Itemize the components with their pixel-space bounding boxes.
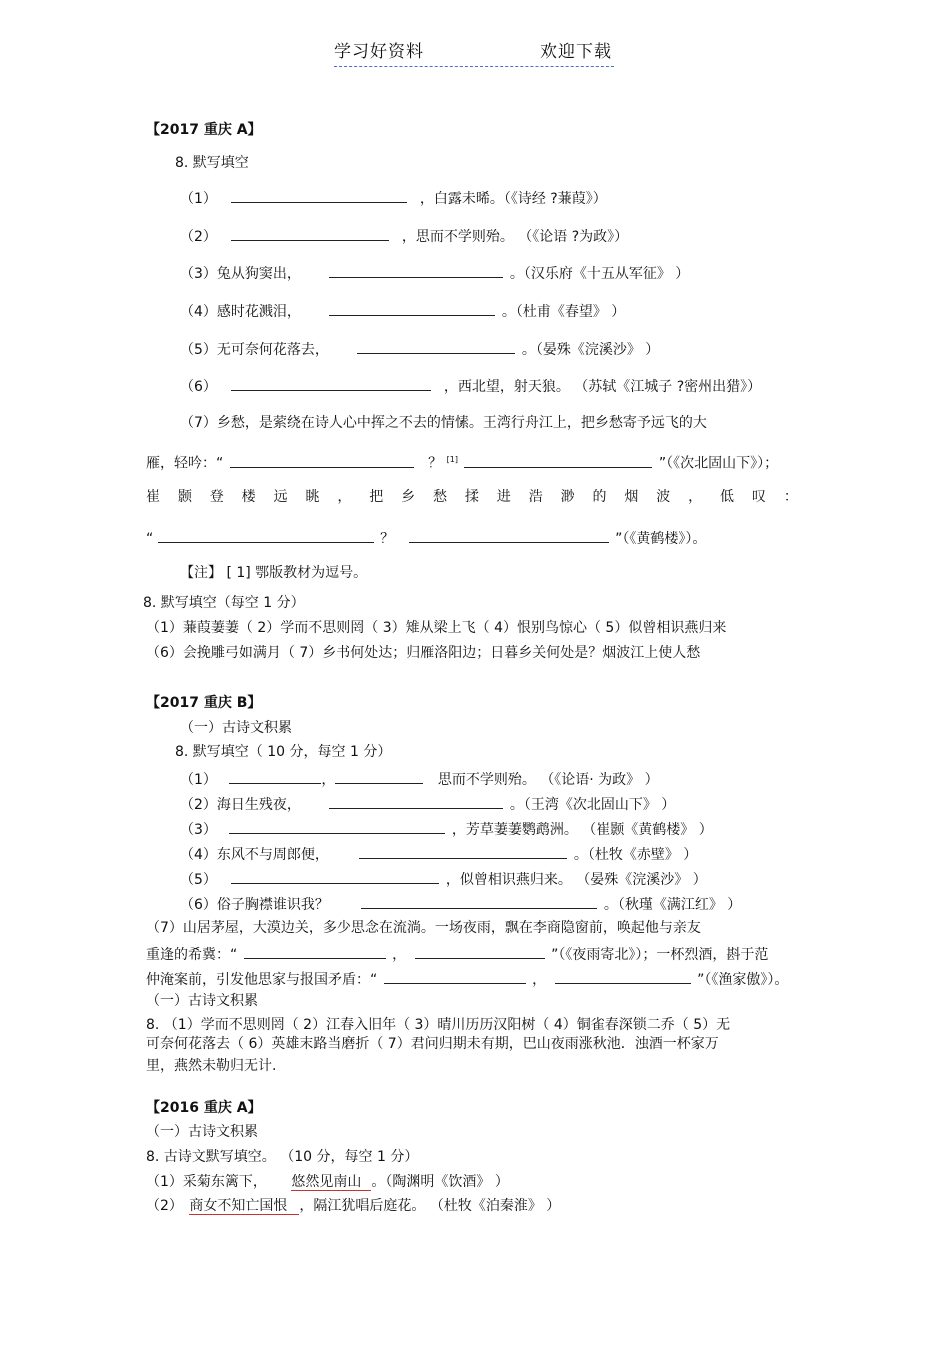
blank-line [361,894,597,909]
question-item [180,226,628,246]
justified-char: 崔 [146,489,160,505]
group-title: （一）古诗文积累 [146,1124,258,1140]
question-item [180,339,659,359]
answer-line: 8. （1）学而不思则罔（ 2）江春入旧年（ 3）晴川历历汉阳树（ 4）铜雀春深锁二乔（ 5）无 [146,1017,731,1033]
justified-char: 远 [273,489,288,505]
header-left: 学习好资料 [334,42,424,62]
item-text: （2）海日生残夜， [180,797,301,813]
footnote-marker: [1] [446,455,458,464]
question-title: 8. 默写填空（ 10 分，每空 1 分） [175,744,392,760]
header-right: 欢迎下载 [540,42,612,62]
item-text: ，西北望，射天狼。 （苏轼《江城子 ?密州出猎》） [443,379,762,395]
footnote: 【注】 [ 1] 鄂版教材为逗号。 [180,565,368,581]
question-item-line [146,451,778,473]
blank-line [244,944,386,959]
item-text: ，白露未晞。（《诗经 ?蒹葭》） [419,191,607,207]
justified-char: ， [337,489,352,505]
question-item [180,819,713,839]
blank-line [357,339,515,354]
question-item [180,894,741,914]
blank-line [415,944,545,959]
header-divider [334,66,614,67]
item-text: ”（《黄鹤楼》）。 [615,531,707,547]
blank-line [464,453,652,468]
blank-line [329,794,503,809]
justified-char: 揉 [464,489,479,505]
item-text: （3）兔从狗窦出， [180,266,301,282]
question-item [180,263,689,283]
question-item-line [146,528,706,548]
item-number: （2） [146,1198,183,1214]
blank-line [359,844,567,859]
question-item [180,794,675,814]
item-text: ？ [428,455,443,472]
question-item [180,188,607,208]
section-tag-2017a: 【2017 重庆 A】 [146,122,262,138]
question-item [180,769,659,789]
item-number: （5） [180,872,217,888]
item-text: 。（汉乐府《十五从军征》 ） [509,266,690,282]
justified-char: 的 [592,489,607,505]
justified-char: ： [783,489,798,505]
item-text: 。（杜牧《赤壁》 ） [573,847,698,863]
justified-char: ， [688,489,703,505]
blank-line [231,226,389,241]
item-text: ”（《次北固山下》）； [658,455,779,472]
question-title: 8. 古诗文默写填空。 （10 分，每空 1 分） [146,1149,419,1165]
item-text: ”（《渔家傲》）。 [697,972,789,988]
justified-char: 低 [720,489,735,505]
justified-char: 渺 [560,489,575,505]
item-text: （4）感时花溅泪， [180,304,301,320]
blank-line [229,769,321,784]
item-text: “ [146,531,154,547]
item-text: ， [392,947,407,963]
section-tag-2017b: 【2017 重庆 B】 [146,695,262,711]
justified-char: 楼 [241,489,256,505]
answer-underlined: 悠然见南山 [291,1174,371,1191]
answer-title: 8. 默写填空（每空 1 分） [143,595,305,611]
answer-line: 里，燕然未勒归无计. [146,1058,277,1074]
item-text: 雁，轻吟：“ [146,455,224,472]
question-item: （7）乡愁，是萦绕在诗人心中挥之不去的情愫。王湾行舟江上，把乡愁寄予远飞的大 [180,415,707,431]
justified-char: 登 [209,489,224,505]
answer-group-title: （一）古诗文积累 [146,993,258,1009]
justified-char: 浩 [528,489,543,505]
blank-line [229,819,445,834]
item-text: ”（《夜雨寄北》）；一杯烈酒，斟于范 [551,947,769,963]
item-text: ，思而不学则殆。 （《论语 ?为政》） [401,229,629,245]
item-text: 。（陶渊明《饮酒》 ） [371,1174,509,1190]
item-text: ，似曾相识燕归来。 （晏殊《浣溪沙》 ） [445,872,707,888]
item-text: 仲淹案前，引发他思家与报国矛盾：“ [146,972,378,988]
blank-line [329,263,503,278]
item-text: ， [321,772,336,788]
answer-line: （6）会挽雕弓如满月（ 7）乡书何处达；归雁洛阳边；日暮乡关何处是？烟波江上使人愁 [146,645,701,661]
justified-char: 烟 [624,489,639,505]
item-text: 思而不学则殆。 （《论语· 为政》 ） [437,772,659,788]
answer-underlined: 商女不知亡国恨 [189,1198,299,1215]
question-item [146,1197,560,1215]
item-text: （1）采菊东篱下， [146,1174,267,1190]
item-text: （6）俗子胸襟谁识我？ [180,897,329,913]
item-number: （2） [180,229,217,245]
item-number: （1） [180,772,217,788]
blank-line [409,528,609,543]
item-number: （3） [180,822,217,838]
blank-line [230,453,414,468]
answer-line: （1）蒹葭萋萋（ 2）学而不思则罔（ 3）雉从梁上飞（ 4）恨别鸟惊心（ 5）似曾相识燕归来 [146,620,727,636]
justified-char: 把 [369,489,384,505]
item-text: ，隔江犹唱后庭花。 （杜牧《泊秦淮》 ） [299,1198,561,1214]
item-text: 。（杜甫《春望》 ） [501,304,626,320]
justified-char: 进 [496,489,511,505]
item-text: 。（秋瑾《满江红》 ） [603,897,742,913]
question-item: （7）山居茅屋，大漠边关，多少思念在流淌。一场夜雨，飘在李商隐窗前，唤起他与亲友 [146,920,701,936]
question-title: 8. 默写填空 [175,155,249,171]
item-text: （5）无可奈何花落去， [180,342,329,358]
item-number: （6） [180,379,217,395]
section-tag-2016a: 【2016 重庆 A】 [146,1100,262,1116]
question-item [180,376,761,396]
item-text: ， [532,972,547,988]
item-text: （4）东风不与周郎便， [180,847,329,863]
item-number: （1） [180,191,217,207]
question-item-line [146,969,788,989]
question-item [180,844,697,864]
justified-char: 波 [656,489,671,505]
group-title: （一）古诗文积累 [180,720,292,736]
justified-char: 眺 [305,489,320,505]
blank-line [384,969,526,984]
question-item [180,869,707,889]
item-text: ，芳草萋萋鹦鹉洲。 （崔颢《黄鹤楼》 ） [451,822,713,838]
item-text: ？ [380,531,395,547]
blank-line [231,188,407,203]
blank-line [329,301,495,316]
item-text: 。（晏殊《浣溪沙》 ） [521,342,660,358]
blank-line [231,869,439,884]
blank-line [555,969,691,984]
item-text: 重逢的希冀：“ [146,947,238,963]
justified-char: 乡 [401,489,416,505]
blank-line [158,528,374,543]
question-item-line [146,944,768,964]
question-item [180,301,625,321]
answer-line: 可奈何花落去（ 6）英雄末路当磨折（ 7）君问归期未有期，巴山夜雨涨秋池．浊酒一杯家万 [146,1036,719,1052]
item-text: 。（王湾《次北固山下》 ） [509,797,676,813]
justified-char: 叹 [751,489,766,505]
justified-text-line [146,488,798,506]
justified-char: 愁 [433,489,448,505]
question-item [146,1173,509,1191]
blank-line [335,769,423,784]
justified-char: 颢 [177,489,192,505]
blank-line [231,376,431,391]
